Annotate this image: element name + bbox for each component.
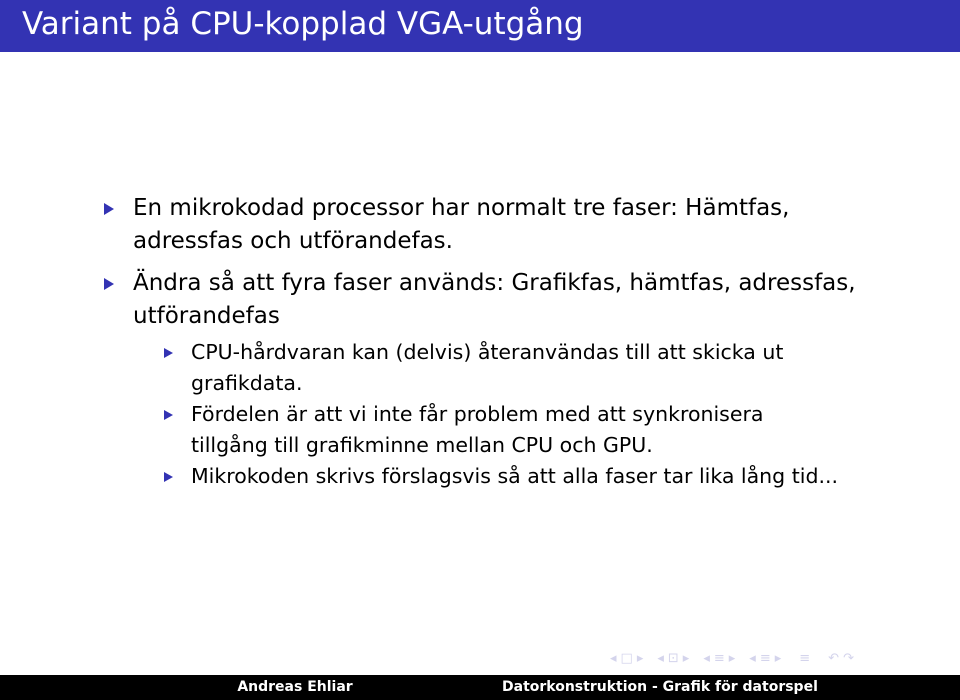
title-bar [0, 0, 960, 52]
sub-list-item-line: tillgång till grafikminne mellan CPU och GPU. [191, 432, 653, 457]
nav-prev-section-icon[interactable]: ◂ [749, 650, 756, 666]
sub-list-item [191, 461, 838, 492]
sub-bullet-triangle-icon [164, 472, 173, 482]
nav-document-icon[interactable]: ≡ [799, 650, 811, 666]
nav-next-slide-icon[interactable]: ▸ [636, 650, 644, 666]
nav-slide-icon[interactable]: □ [620, 650, 633, 666]
footer-author: Andreas Ehliar [0, 675, 480, 700]
sub-list-item [191, 399, 763, 460]
list-item-line: utförandefas [133, 303, 280, 329]
list-item-line: adressfas och utförandefas. [133, 228, 453, 254]
nav-back-icon[interactable]: ↶ [828, 650, 840, 666]
nav-next-frame-icon[interactable]: ▸ [682, 650, 690, 666]
footer-bar [0, 675, 960, 700]
bullet-triangle-icon [104, 278, 114, 290]
slide-title: Variant på CPU-kopplad VGA-utgång [22, 6, 584, 42]
sub-list-item-line: CPU-hårdvaran kan (delvis) återanvändas till att skicka ut [191, 340, 784, 364]
sub-bullet-triangle-icon [164, 410, 173, 420]
list-item-line: En mikrokodad processor har normalt tre faser: Hämtfas, [133, 195, 790, 221]
sub-list-item-line: Fördelen är att vi inte får problem med att synkronisera [191, 402, 764, 426]
list-item-line: Ändra så att fyra faser används: Grafikfas, hämtfas, adressfas, [133, 270, 856, 296]
footer-course: Datorkonstruktion - Grafik för datorspel [480, 675, 960, 700]
list-item [133, 267, 856, 333]
nav-subsection-icon[interactable]: ≡ [713, 650, 725, 666]
bullet-triangle-icon [104, 203, 114, 215]
sub-list-item-line: grafikdata. [191, 370, 303, 395]
nav-prev-subsection-icon[interactable]: ◂ [703, 650, 710, 666]
nav-next-section-icon[interactable]: ▸ [774, 650, 782, 666]
nav-prev-slide-icon[interactable]: ◂ [610, 650, 617, 666]
beamer-navigation-bar [610, 648, 854, 668]
nav-next-subsection-icon[interactable]: ▸ [728, 650, 736, 666]
list-item [133, 192, 789, 258]
nav-prev-frame-icon[interactable]: ◂ [657, 650, 664, 666]
sub-list-item-line: Mikrokoden skrivs förslagsvis så att alla faser tar lika lång tid... [191, 464, 839, 488]
nav-frame-icon[interactable]: ⊡ [667, 650, 679, 666]
nav-forward-icon[interactable]: ↷ [843, 650, 854, 666]
sub-list-item [191, 337, 783, 398]
sub-bullet-triangle-icon [164, 348, 173, 358]
nav-section-icon[interactable]: ≡ [759, 650, 771, 666]
